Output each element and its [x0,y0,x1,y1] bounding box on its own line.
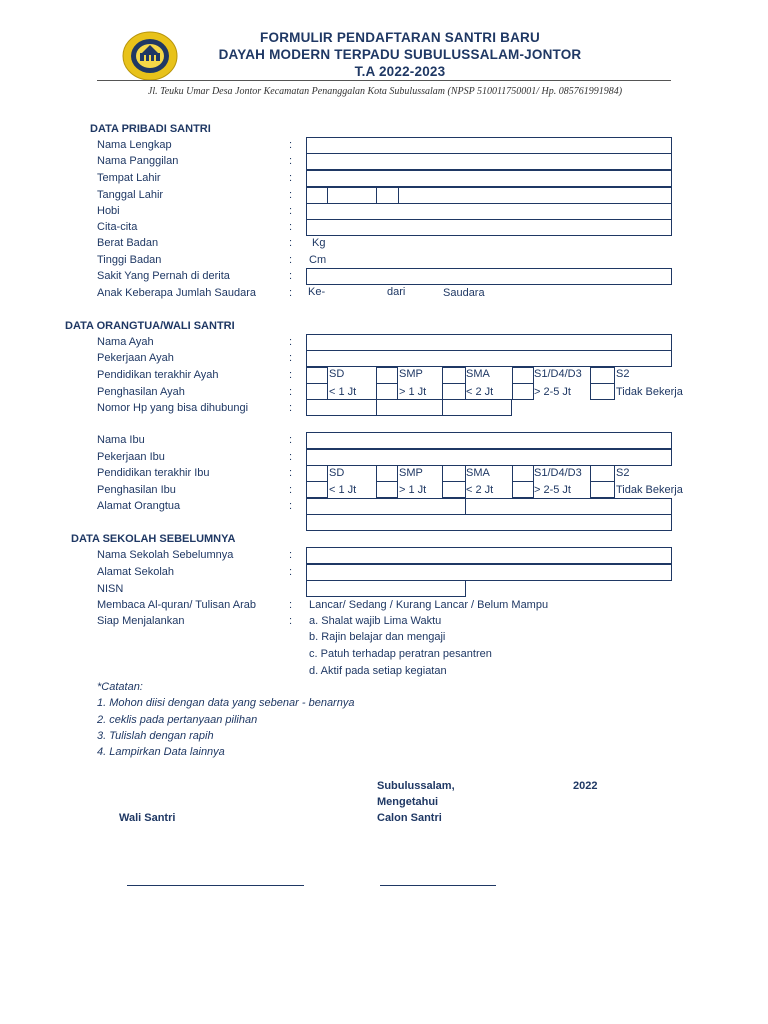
edu-ibu-s1-label: S1/D4/D3 [534,467,582,479]
label-nisn: NISN [97,583,124,595]
label-penghasilan-ibu: Penghasilan Ibu [97,484,176,496]
alamat-orangtua-field-1[interactable] [306,498,466,515]
label-siap: Siap Menjalankan [97,615,185,627]
colon: : [289,221,293,233]
edu-ayah-s1-checkbox[interactable] [512,367,534,384]
label-tanggal-lahir: Tanggal Lahir [97,189,164,201]
inc-ibu-4-label: > 2-5 Jt [534,484,571,496]
inc-ayah-1-label: < 1 Jt [329,386,357,398]
colon: : [289,369,293,381]
edu-ayah-smp-checkbox[interactable] [376,367,398,384]
edu-ibu-s1-checkbox[interactable] [512,465,534,482]
edu-ibu-smp-checkbox[interactable] [376,465,398,482]
nama-ibu-field[interactable] [306,432,672,449]
label-penghasilan-ayah: Penghasilan Ayah [97,386,185,398]
label-nama-sekolah: Nama Sekolah Sebelumnya [97,549,234,561]
edu-ibu-s2-label: S2 [616,467,630,479]
notes-title: *Catatan: [97,681,143,693]
label-cita-cita: Cita-cita [97,221,138,233]
inc-ibu-5-label: Tidak Bekerja [616,484,683,496]
label-pekerjaan-ayah: Pekerjaan Ayah [97,352,174,364]
siap-item: c. Patuh terhadap peratran pesantren [309,648,492,660]
edu-ayah-smp-label: SMP [399,368,423,380]
edu-ibu-smp-label: SMP [399,467,423,479]
label-tinggi-badan: Tinggi Badan [97,254,162,266]
label-pendidikan-ibu: Pendidikan terakhir Ibu [97,467,210,479]
colon: : [289,599,293,611]
signature-calon-label: Calon Santri [377,812,442,824]
signature-wali-label: Wali Santri [119,812,176,824]
alamat-orangtua-field-3[interactable] [306,514,672,531]
colon: : [289,254,293,266]
inc-ayah-5-checkbox[interactable] [590,383,615,400]
calon-signature-line[interactable] [380,885,496,886]
colon: : [289,139,293,151]
colon: : [289,615,293,627]
colon: : [289,484,293,496]
inc-ayah-4-checkbox[interactable] [512,383,534,400]
colon: : [289,189,293,201]
label-hobi: Hobi [97,205,120,217]
colon: : [289,287,293,299]
label-nomor-hp: Nomor Hp yang bisa dihubungi [97,402,249,414]
siap-item: a. Shalat wajib Lima Waktu [309,615,442,627]
nisn-field[interactable] [306,580,466,597]
colon: : [289,172,293,184]
label-membaca: Membaca Al-quran/ Tulisan Arab [97,599,256,611]
signature-year: 2022 [573,780,598,792]
label-nama-lengkap: Nama Lengkap [97,139,172,151]
tanggal-lahir-sep-field[interactable] [376,187,399,204]
colon: : [289,205,293,217]
edu-ayah-s1-label: S1/D4/D3 [534,368,582,380]
inc-ibu-3-checkbox[interactable] [442,481,466,498]
inc-ibu-1-checkbox[interactable] [306,481,328,498]
nomor-hp-field-3[interactable] [442,399,512,416]
label-nama-ayah: Nama Ayah [97,336,154,348]
colon: : [289,155,293,167]
inc-ibu-2-label: > 1 Jt [399,484,427,496]
edu-ibu-sd-label: SD [329,467,345,479]
siap-item: d. Aktif pada setiap kegiatan [309,665,447,677]
inc-ibu-3-label: < 2 Jt [466,484,494,496]
label-nama-ibu: Nama Ibu [97,434,145,446]
inc-ayah-4-label: > 2-5 Jt [534,386,571,398]
inc-ibu-4-checkbox[interactable] [512,481,534,498]
school-logo [122,31,178,81]
pekerjaan-ayah-field[interactable] [306,350,672,367]
edu-ayah-sd-label: SD [329,368,345,380]
pekerjaan-ibu-field[interactable] [306,449,672,466]
edu-ayah-s2-checkbox[interactable] [590,367,615,384]
label-nama-panggilan: Nama Panggilan [97,155,179,167]
section-title-orangtua: DATA ORANGTUA/WALI SANTRI [65,320,235,332]
colon: : [289,566,293,578]
school-address: Jl. Teuku Umar Desa Jontor Kecamatan Penanggalan Kota Subulussalam (NPSP 510011750001/ Hp. 085761991984) [147,86,623,97]
membaca-options[interactable]: Lancar/ Sedang / Kurang Lancar / Belum Mampu [309,599,549,611]
tinggi-unit: Cm [309,254,327,266]
inc-ibu-5-checkbox[interactable] [590,481,615,498]
label-berat-badan: Berat Badan [97,237,159,249]
nama-panggilan-field[interactable] [306,153,672,170]
section-title-sekolah: DATA SEKOLAH SEBELUMNYA [71,533,236,545]
inc-ayah-3-checkbox[interactable] [442,383,466,400]
hobi-field[interactable] [306,203,672,220]
alamat-sekolah-field[interactable] [306,564,672,581]
siap-item: b. Rajin belajar dan mengaji [309,631,446,643]
sakit-field[interactable] [306,268,672,285]
inc-ayah-2-checkbox[interactable] [376,383,398,400]
edu-ibu-sma-label: SMA [466,467,490,479]
nomor-hp-field-2[interactable] [376,399,443,416]
label-anak-ke: Anak Keberapa Jumlah Saudara [97,287,256,299]
alamat-orangtua-field-2[interactable] [465,498,672,515]
colon: : [289,434,293,446]
tanggal-lahir-year-field[interactable] [398,187,672,204]
edu-ibu-s2-checkbox[interactable] [590,465,615,482]
label-tempat-lahir: Tempat Lahir [97,172,161,184]
cita-cita-field[interactable] [306,219,672,236]
inc-ibu-1-label: < 1 Jt [329,484,357,496]
school-name: DAYAH MODERN TERPADU SUBULUSSALAM-JONTOR [218,47,582,62]
label-alamat-sekolah: Alamat Sekolah [97,566,175,578]
label-pendidikan-ayah: Pendidikan terakhir Ayah [97,369,219,381]
nama-sekolah-field[interactable] [306,547,672,564]
note-item: 3. Tulislah dengan rapih [97,730,214,742]
colon: : [289,467,293,479]
edu-ayah-s2-label: S2 [616,368,630,380]
berat-unit: Kg [312,237,326,249]
label-alamat-orangtua: Alamat Orangtua [97,500,181,512]
edu-ayah-sma-label: SMA [466,368,490,380]
header-divider [97,80,671,81]
label-pekerjaan-ibu: Pekerjaan Ibu [97,451,165,463]
inc-ibu-2-checkbox[interactable] [376,481,398,498]
signature-place: Subulussalam, [377,780,455,792]
note-item: 4. Lampirkan Data lainnya [97,746,225,758]
inc-ayah-3-label: < 2 Jt [466,386,494,398]
signature-mengetahui: Mengetahui [377,796,439,808]
academic-year: T.A 2022-2023 [354,64,446,79]
section-title-santri: DATA PRIBADI SANTRI [90,123,211,135]
colon: : [289,237,293,249]
dari-text: dari [387,286,406,298]
wali-signature-line[interactable] [127,885,304,886]
tempat-lahir-field[interactable] [306,170,672,187]
inc-ayah-2-label: > 1 Jt [399,386,427,398]
inc-ayah-5-label: Tidak Bekerja [616,386,683,398]
nama-ayah-field[interactable] [306,334,672,351]
anak-ke-text: Ke- [308,286,326,298]
edu-ayah-sd-checkbox[interactable] [306,367,328,384]
label-sakit: Sakit Yang Pernah di derita [97,270,230,282]
tanggal-lahir-day-field[interactable] [306,187,328,204]
colon: : [289,386,293,398]
saudara-text: Saudara [443,287,485,299]
form-title: FORMULIR PENDAFTARAN SANTRI BARU [260,30,540,45]
edu-ayah-sma-checkbox[interactable] [442,367,466,384]
colon: : [289,336,293,348]
edu-ibu-sd-checkbox[interactable] [306,465,328,482]
note-item: 1. Mohon diisi dengan data yang sebenar - benarnya [97,697,355,709]
colon: : [289,500,293,512]
nama-lengkap-field[interactable] [306,137,672,154]
colon: : [289,352,293,364]
inc-ayah-1-checkbox[interactable] [306,383,328,400]
nomor-hp-field-1[interactable] [306,399,377,416]
colon: : [289,402,293,414]
note-item: 2. ceklis pada pertanyaan pilihan [97,714,258,726]
colon: : [289,270,293,282]
edu-ibu-sma-checkbox[interactable] [442,465,466,482]
tanggal-lahir-month-field[interactable] [327,187,377,204]
colon: : [289,549,293,561]
colon: : [289,451,293,463]
